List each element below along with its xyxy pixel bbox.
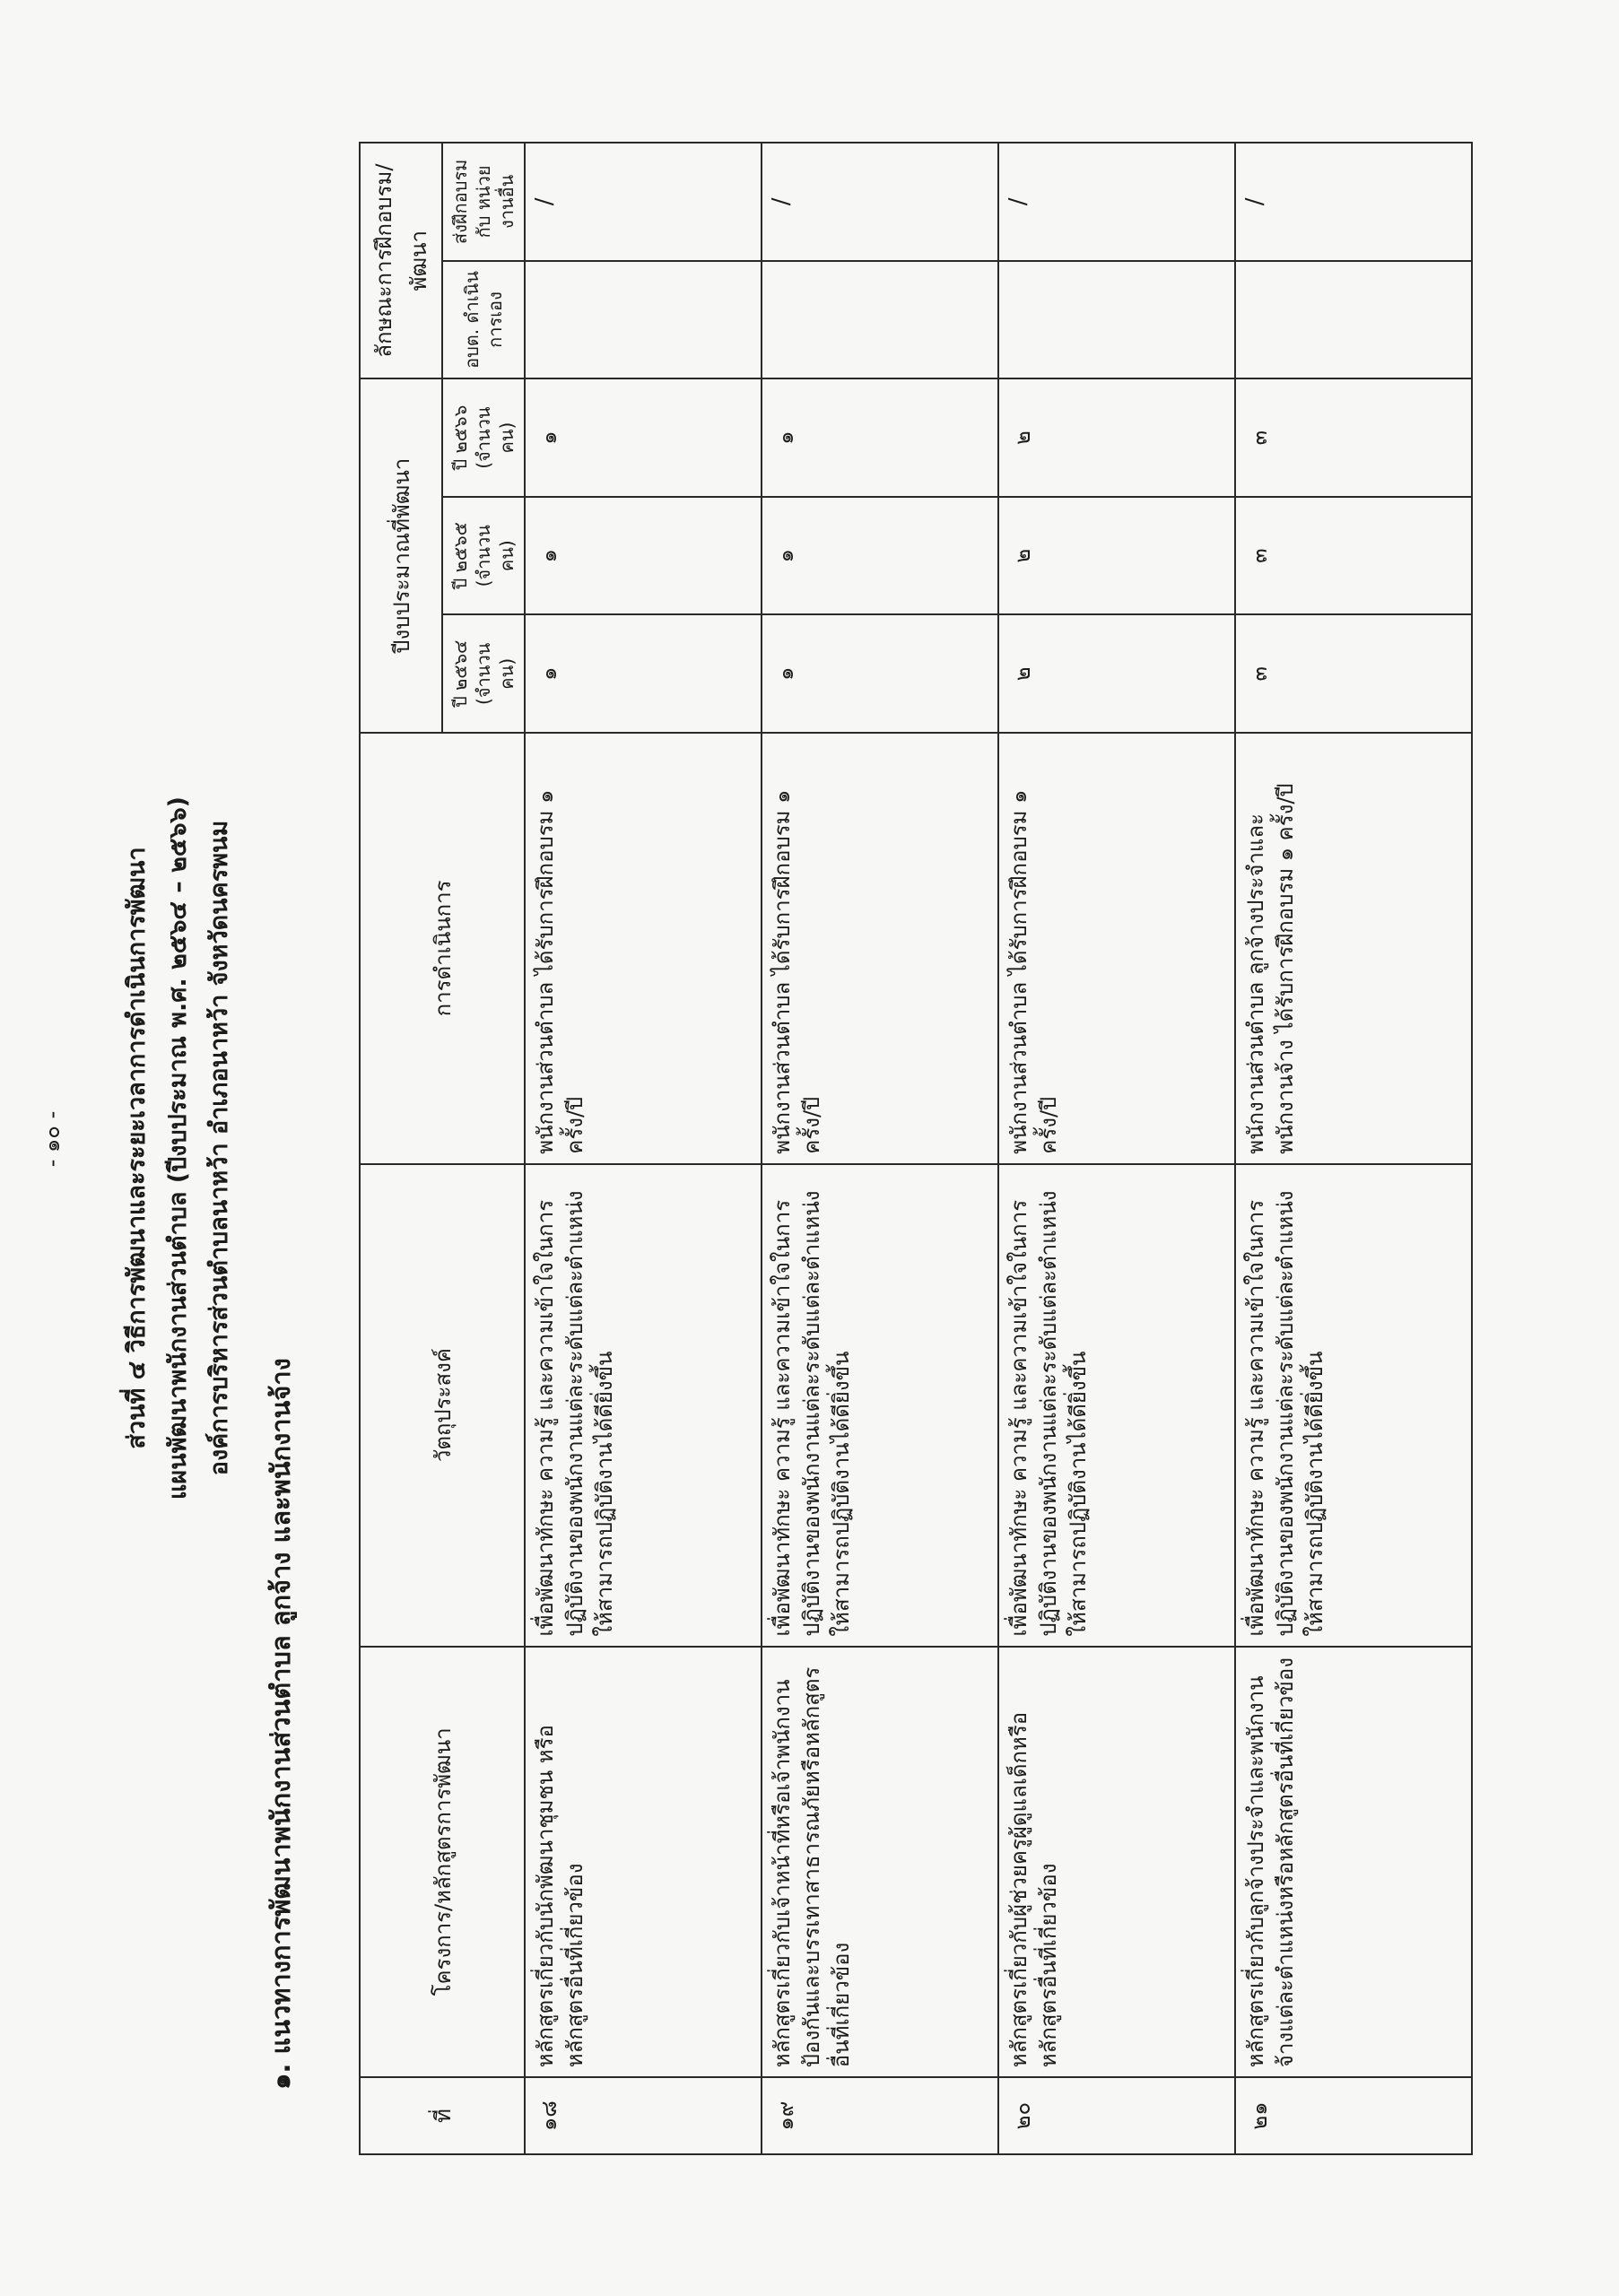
row-year-2: ๒ — [998, 497, 1235, 615]
header-budget-group: ปีงบประมาณที่พัฒนา — [360, 378, 442, 733]
row-year-2: ๑ — [525, 497, 762, 615]
row-year-3: ๒ — [998, 378, 1235, 497]
row-method-send: / — [525, 143, 762, 261]
row-operation: พนักงานส่วนตำบล ได้รับการฝึกอบรม ๑ ครั้ง/ปี — [525, 733, 762, 1164]
row-project: หลักสูตรเกี่ยวกับลูกจ้างประจำและพนักงานจ้างแต่ละตำแหน่งหรือหลักสูตรอื่นที่เกี่ยวข้อง — [1235, 1647, 1472, 2078]
header-project: โครงการ/หลักสูตรการพัฒนา — [360, 1647, 525, 2078]
header-method-send: ส่งฝึกอบรมกับ หน่วยงานอื่น — [442, 143, 525, 261]
header-year-3-unit: (จำนวน คน) — [473, 406, 518, 469]
row-year-1: ๑ — [762, 615, 998, 734]
row-project: หลักสูตรเกี่ยวกับเจ้าหน้าที่หรือเจ้าพนักงานป้องกันและบรรเทาสาธารณภัยหรือหลักสูตรอื่นที่เกี่ยวข้อง — [762, 1647, 998, 2078]
row-year-3: ๑ — [762, 378, 998, 497]
row-objective: เพื่อพัฒนาทักษะ ความรู้ และความเข้าใจในการปฏิบัติงานของพนักงานแต่ละระดับแต่ละตำแหน่งให้สามารถปฏิบัติงานได้ดียิ่งขึ้น — [998, 1164, 1235, 1647]
row-year-1: ๓ — [1235, 615, 1472, 734]
header-operation: การดำเนินการ — [360, 733, 525, 1164]
row-method-send: / — [998, 143, 1235, 261]
header-line-1: ส่วนที่ ๔ วิธีการพัฒนาและระยะเวลาการดำเนินการพัฒนา — [123, 847, 151, 1449]
row-method-send: / — [762, 143, 998, 261]
header-year-1-label: ปี ๒๕๖๔ — [449, 639, 471, 708]
header-year-3 — [442, 378, 525, 497]
table-row — [1235, 143, 1472, 2154]
header-line-2: แผนพัฒนาพนักงานส่วนตำบล (ปีงบประมาณ พ.ศ. ๒๕๖๔ – ๒๕๖๖) — [164, 796, 192, 1500]
row-objective: เพื่อพัฒนาทักษะ ความรู้ และความเข้าใจในการปฏิบัติงานของพนักงานแต่ละระดับแต่ละตำแหน่งให้สามารถปฏิบัติงานได้ดียิ่งขึ้น — [762, 1164, 998, 1647]
row-method-send: / — [1235, 143, 1472, 261]
row-objective: เพื่อพัฒนาทักษะ ความรู้ และความเข้าใจในการปฏิบัติงานของพนักงานแต่ละระดับแต่ละตำแหน่งให้สามารถปฏิบัติงานได้ดียิ่งขึ้น — [525, 1164, 762, 1647]
row-year-2: ๓ — [1235, 497, 1472, 615]
row-no: ๑๘ — [525, 2077, 762, 2154]
row-year-3: ๓ — [1235, 378, 1472, 497]
table-row — [762, 143, 998, 2154]
row-no: ๒๑ — [1235, 2077, 1472, 2154]
row-method-self — [998, 261, 1235, 379]
page-number: - ๑๐ - — [39, 1110, 65, 1168]
row-objective: เพื่อพัฒนาทักษะ ความรู้ และความเข้าใจในการปฏิบัติงานของพนักงานแต่ละระดับแต่ละตำแหน่งให้สามารถปฏิบัติงานได้ดียิ่งขึ้น — [1235, 1164, 1472, 1647]
row-project: หลักสูตรเกี่ยวกับนักพัฒนาชุมชน หรือหลักสูตรอื่นที่เกี่ยวข้อง — [525, 1647, 762, 2078]
row-year-3: ๑ — [525, 378, 762, 497]
development-plan-table — [359, 142, 1473, 2155]
row-method-self — [762, 261, 998, 379]
table-header-row-1 — [360, 143, 442, 2154]
row-method-self — [1235, 261, 1472, 379]
header-objective: วัตถุประสงค์ — [360, 1164, 525, 1647]
row-year-2: ๑ — [762, 497, 998, 615]
row-project: หลักสูตรเกี่ยวกับผู้ช่วยครูผู้ดูแลเด็กหรือหลักสูตรอื่นที่เกี่ยวข้อง — [998, 1647, 1235, 2078]
header-year-2-unit: (จำนวน คน) — [473, 525, 518, 587]
header-method-self: อบต. ดำเนินการเอง — [442, 261, 525, 379]
header-no: ที่ — [360, 2077, 525, 2154]
header-year-1-unit: (จำนวน คน) — [473, 642, 518, 705]
header-line-3: องค์การบริหารส่วนตำบลนาหว้า อำเภอนาหว้า จังหวัดนครพนม — [205, 820, 233, 1476]
document-header — [117, 0, 240, 2296]
table-row — [998, 143, 1235, 2154]
row-method-self — [525, 261, 762, 379]
section-title: ๑. แนวทางการพัฒนาพนักงานส่วนตำบล ลูกจ้าง และพนักงานจ้าง — [265, 1358, 296, 2090]
header-year-3-label: ปี ๒๕๖๖ — [449, 404, 471, 471]
row-no: ๑๙ — [762, 2077, 998, 2154]
row-no: ๒๐ — [998, 2077, 1235, 2154]
header-method-group: ลักษณะการฝึกอบรม/พัฒนา — [360, 143, 442, 378]
header-year-2-label: ปี ๒๕๖๕ — [449, 522, 471, 590]
row-year-1: ๑ — [525, 615, 762, 734]
table-row — [525, 143, 762, 2154]
row-operation: พนักงานส่วนตำบล ลูกจ้างประจำและพนักงานจ้าง ได้รับการฝึกอบรม ๑ ครั้ง/ปี — [1235, 733, 1472, 1164]
header-year-1 — [442, 615, 525, 734]
header-year-2 — [442, 497, 525, 615]
row-operation: พนักงานส่วนตำบล ได้รับการฝึกอบรม ๑ ครั้ง/ปี — [998, 733, 1235, 1164]
row-year-1: ๒ — [998, 615, 1235, 734]
row-operation: พนักงานส่วนตำบล ได้รับการฝึกอบรม ๑ ครั้ง/ปี — [762, 733, 998, 1164]
